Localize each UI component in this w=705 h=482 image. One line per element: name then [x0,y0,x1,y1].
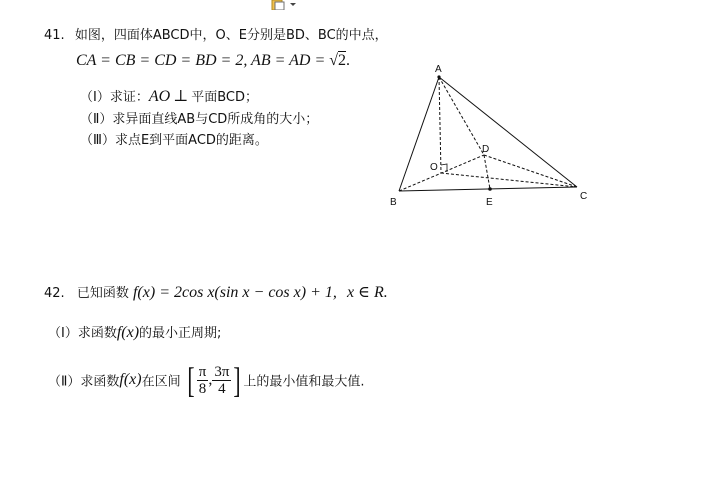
label-B: B [390,197,397,208]
problem-42-stem [44,282,388,302]
problem-41-part-1 [80,86,258,106]
segment-DE [484,155,490,189]
condition-period: . [346,52,351,69]
stem-prefix: 已知函数 [76,286,129,301]
part-1-prefix: （Ⅰ）求函数 [48,326,117,341]
edge-AC [439,77,577,187]
problem-number: 42. [44,286,65,301]
function-domain: x ∈ R. [347,284,388,301]
label-E: E [486,197,493,208]
problem-41-conditions [76,52,350,70]
part-2-suffix: 上的最小值和最大值. [243,374,365,390]
edge-AB [399,77,439,191]
part-1-suffix: 的最小正周期; [139,326,222,341]
part-1-suffix: 平面BCD； [191,90,258,105]
interval-separator: , [208,371,213,388]
part-1-math: f(x) [116,324,140,341]
label-O: O [430,162,438,173]
edge-BC [399,187,577,191]
interval-right-fraction: $\frac{3\pi}{4}$ [214,363,230,397]
label-D: D [482,144,490,155]
part-1-math: AO [148,88,171,105]
point-A [437,75,440,78]
interval-left-bracket: [ [187,360,195,400]
label-C: C [580,191,588,202]
problem-number: 41. [44,28,65,43]
segment-AO [439,77,441,173]
edge-AD [439,77,484,155]
part-2-math: f(x) [119,371,142,388]
problem-42-part-1 [48,322,221,342]
part-2-mid: 在区间 [141,374,181,390]
edge-CD [484,155,577,187]
part-2-prefix: （Ⅱ）求函数 [48,374,120,390]
problem-41-part-2: （Ⅱ）求异面直线AB与CD所成角的大小； [80,112,319,127]
perpendicular-symbol: ⊥ [173,88,189,105]
sqrt-symbol: √ [329,52,339,69]
problem-42-part-2 [48,362,365,398]
interval-right-bracket: ] [233,360,242,400]
condition-equations: CA = CB = CD = BD = 2, AB = AD = [76,52,330,69]
problem-41-stem [44,24,388,43]
interval-left-fraction: $\frac{\pi}{8}$ [198,363,207,397]
function-definition: f(x) = 2cos x(sin x − cos x) + 1, [132,284,337,301]
tetrahedron-figure [380,60,600,212]
paste-options-icon[interactable] [271,0,299,10]
part-1-prefix: （Ⅰ）求证： [80,90,149,105]
problem-statement: 如图，四面体ABCD中，O、E分别是BD、BC的中点， [74,28,388,43]
sqrt-radicand: 2 [338,52,347,69]
problem-41-part-3: （Ⅲ）求点E到平面ACD的距离。 [80,133,268,148]
point-E [488,187,492,191]
label-A: A [435,64,442,75]
